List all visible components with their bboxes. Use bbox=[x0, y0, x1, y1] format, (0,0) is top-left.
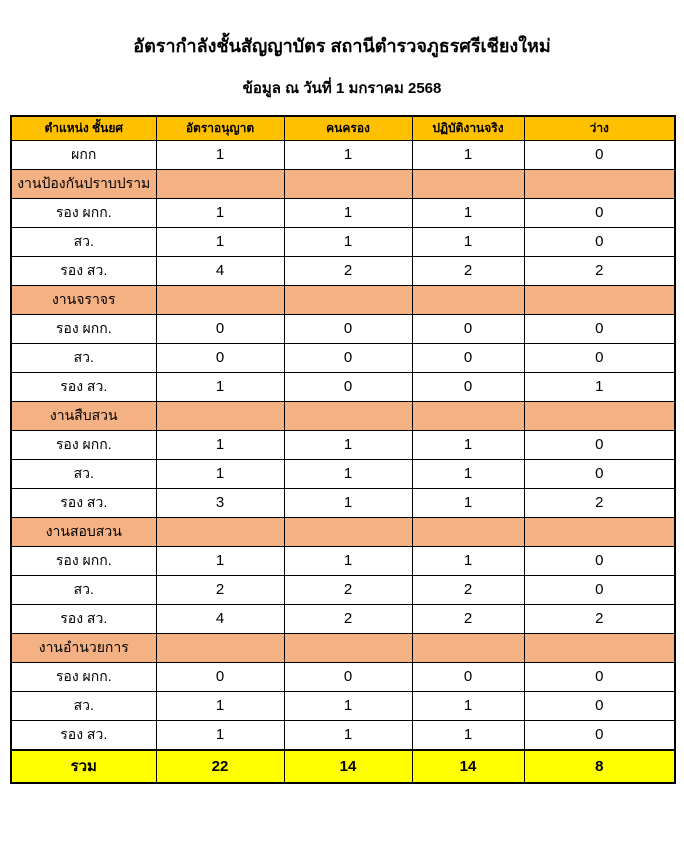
cell-vacant: 0 bbox=[524, 546, 675, 575]
table-row bbox=[11, 256, 675, 285]
cell-authorized: 0 bbox=[156, 343, 284, 372]
cell-occupied: 0 bbox=[284, 343, 412, 372]
cell-authorized: 1 bbox=[156, 198, 284, 227]
empty-cell bbox=[412, 285, 524, 314]
cell-occupied: 1 bbox=[284, 459, 412, 488]
empty-cell bbox=[524, 633, 675, 662]
cell-occupied: 0 bbox=[284, 662, 412, 691]
position-label: รอง ผกก. bbox=[11, 546, 156, 575]
table-row bbox=[11, 343, 675, 372]
cell-vacant: 0 bbox=[524, 140, 675, 169]
cell-vacant: 0 bbox=[524, 459, 675, 488]
table-row bbox=[11, 430, 675, 459]
empty-cell bbox=[284, 401, 412, 430]
cell-vacant: 1 bbox=[524, 372, 675, 401]
table-body bbox=[11, 140, 675, 783]
cell-occupied: 2 bbox=[284, 256, 412, 285]
position-label: รอง สว. bbox=[11, 256, 156, 285]
cell-actually-working: 1 bbox=[412, 488, 524, 517]
position-label: รอง ผกก. bbox=[11, 430, 156, 459]
cell-vacant: 0 bbox=[524, 227, 675, 256]
position-label: สว. bbox=[11, 227, 156, 256]
cell-vacant: 2 bbox=[524, 256, 675, 285]
empty-cell bbox=[412, 401, 524, 430]
section-label: งานสอบสวน bbox=[11, 517, 156, 546]
empty-cell bbox=[156, 169, 284, 198]
total-row bbox=[11, 750, 675, 783]
position-label: สว. bbox=[11, 343, 156, 372]
section-label: งานสืบสวน bbox=[11, 401, 156, 430]
table-row bbox=[11, 314, 675, 343]
table-row bbox=[11, 720, 675, 750]
header-occupied: คนครอง bbox=[284, 116, 412, 141]
table-row bbox=[11, 691, 675, 720]
cell-vacant: 0 bbox=[524, 430, 675, 459]
section-row bbox=[11, 401, 675, 430]
empty-cell bbox=[524, 401, 675, 430]
cell-vacant: 0 bbox=[524, 198, 675, 227]
cell-vacant: 2 bbox=[524, 488, 675, 517]
cell-vacant: 0 bbox=[524, 314, 675, 343]
empty-cell bbox=[524, 169, 675, 198]
cell-occupied: 1 bbox=[284, 430, 412, 459]
cell-occupied: 0 bbox=[284, 372, 412, 401]
empty-cell bbox=[284, 169, 412, 198]
header-row bbox=[11, 116, 675, 141]
cell-actually-working: 1 bbox=[412, 430, 524, 459]
cell-vacant: 0 bbox=[524, 343, 675, 372]
empty-cell bbox=[524, 285, 675, 314]
header-vacant: ว่าง bbox=[524, 116, 675, 141]
cell-occupied: 1 bbox=[284, 546, 412, 575]
cell-actually-working: 2 bbox=[412, 604, 524, 633]
empty-cell bbox=[524, 517, 675, 546]
cell-actually-working: 0 bbox=[412, 662, 524, 691]
table-row bbox=[11, 488, 675, 517]
position-label: รอง สว. bbox=[11, 372, 156, 401]
position-label: รอง สว. bbox=[11, 604, 156, 633]
cell-occupied: 2 bbox=[284, 604, 412, 633]
cell-actually-working: 1 bbox=[412, 198, 524, 227]
cell-authorized: 1 bbox=[156, 140, 284, 169]
section-row bbox=[11, 285, 675, 314]
total-vacant: 8 bbox=[524, 750, 675, 783]
position-label: ผกก bbox=[11, 140, 156, 169]
cell-vacant: 0 bbox=[524, 720, 675, 750]
section-label: งานอำนวยการ bbox=[11, 633, 156, 662]
cell-authorized: 1 bbox=[156, 720, 284, 750]
cell-vacant: 0 bbox=[524, 691, 675, 720]
position-label: สว. bbox=[11, 575, 156, 604]
cell-authorized: 3 bbox=[156, 488, 284, 517]
table-row bbox=[11, 227, 675, 256]
cell-vacant: 0 bbox=[524, 575, 675, 604]
cell-actually-working: 1 bbox=[412, 459, 524, 488]
cell-vacant: 2 bbox=[524, 604, 675, 633]
cell-authorized: 1 bbox=[156, 546, 284, 575]
cell-actually-working: 1 bbox=[412, 140, 524, 169]
empty-cell bbox=[412, 169, 524, 198]
section-row bbox=[11, 517, 675, 546]
cell-authorized: 1 bbox=[156, 430, 284, 459]
empty-cell bbox=[284, 285, 412, 314]
empty-cell bbox=[156, 401, 284, 430]
section-label: งานจราจร bbox=[11, 285, 156, 314]
cell-authorized: 2 bbox=[156, 575, 284, 604]
cell-authorized: 0 bbox=[156, 662, 284, 691]
empty-cell bbox=[156, 285, 284, 314]
empty-cell bbox=[412, 633, 524, 662]
cell-occupied: 2 bbox=[284, 575, 412, 604]
cell-actually-working: 1 bbox=[412, 546, 524, 575]
empty-cell bbox=[156, 517, 284, 546]
cell-actually-working: 0 bbox=[412, 314, 524, 343]
table-row bbox=[11, 459, 675, 488]
position-label: สว. bbox=[11, 459, 156, 488]
table-row bbox=[11, 604, 675, 633]
page-title: อัตรากำลังชั้นสัญญาบัตร สถานีตำรวจภูธรศรีเชียงใหม่ bbox=[133, 36, 551, 56]
cell-actually-working: 0 bbox=[412, 343, 524, 372]
cell-occupied: 0 bbox=[284, 314, 412, 343]
position-label: รอง ผกก. bbox=[11, 662, 156, 691]
header-position-rank: ตำแหน่ง ชั้นยศ bbox=[11, 116, 156, 141]
cell-actually-working: 2 bbox=[412, 256, 524, 285]
cell-authorized: 1 bbox=[156, 691, 284, 720]
total-label: รวม bbox=[11, 750, 156, 783]
header-authorized: อัตราอนุญาต bbox=[156, 116, 284, 141]
empty-cell bbox=[284, 633, 412, 662]
cell-authorized: 1 bbox=[156, 459, 284, 488]
cell-authorized: 4 bbox=[156, 256, 284, 285]
section-label: งานป้องกันปราบปราม bbox=[11, 169, 156, 198]
cell-actually-working: 1 bbox=[412, 227, 524, 256]
position-label: รอง สว. bbox=[11, 720, 156, 750]
position-label: รอง ผกก. bbox=[11, 198, 156, 227]
table-row bbox=[11, 198, 675, 227]
cell-occupied: 1 bbox=[284, 691, 412, 720]
cell-authorized: 1 bbox=[156, 372, 284, 401]
cell-authorized: 0 bbox=[156, 314, 284, 343]
staffing-table bbox=[10, 115, 676, 784]
table-row bbox=[11, 662, 675, 691]
cell-authorized: 1 bbox=[156, 227, 284, 256]
section-row bbox=[11, 633, 675, 662]
cell-occupied: 1 bbox=[284, 227, 412, 256]
empty-cell bbox=[284, 517, 412, 546]
cell-actually-working: 1 bbox=[412, 720, 524, 750]
position-label: รอง สว. bbox=[11, 488, 156, 517]
cell-occupied: 1 bbox=[284, 198, 412, 227]
table-row bbox=[11, 372, 675, 401]
section-row bbox=[11, 169, 675, 198]
cell-occupied: 1 bbox=[284, 140, 412, 169]
table-header bbox=[11, 116, 675, 141]
empty-cell bbox=[412, 517, 524, 546]
table-row bbox=[11, 575, 675, 604]
header-actually-working: ปฏิบัติงานจริง bbox=[412, 116, 524, 141]
empty-cell bbox=[156, 633, 284, 662]
cell-occupied: 1 bbox=[284, 488, 412, 517]
table-row bbox=[11, 546, 675, 575]
page-subtitle: ข้อมูล ณ วันที่ 1 มกราคม 2568 bbox=[242, 79, 442, 97]
position-label: สว. bbox=[11, 691, 156, 720]
total-authorized: 22 bbox=[156, 750, 284, 783]
total-occupied: 14 bbox=[284, 750, 412, 783]
table-row bbox=[11, 140, 675, 169]
cell-actually-working: 2 bbox=[412, 575, 524, 604]
cell-vacant: 0 bbox=[524, 662, 675, 691]
cell-actually-working: 1 bbox=[412, 691, 524, 720]
position-label: รอง ผกก. bbox=[11, 314, 156, 343]
cell-actually-working: 0 bbox=[412, 372, 524, 401]
total-actually-working: 14 bbox=[412, 750, 524, 783]
cell-occupied: 1 bbox=[284, 720, 412, 750]
cell-authorized: 4 bbox=[156, 604, 284, 633]
